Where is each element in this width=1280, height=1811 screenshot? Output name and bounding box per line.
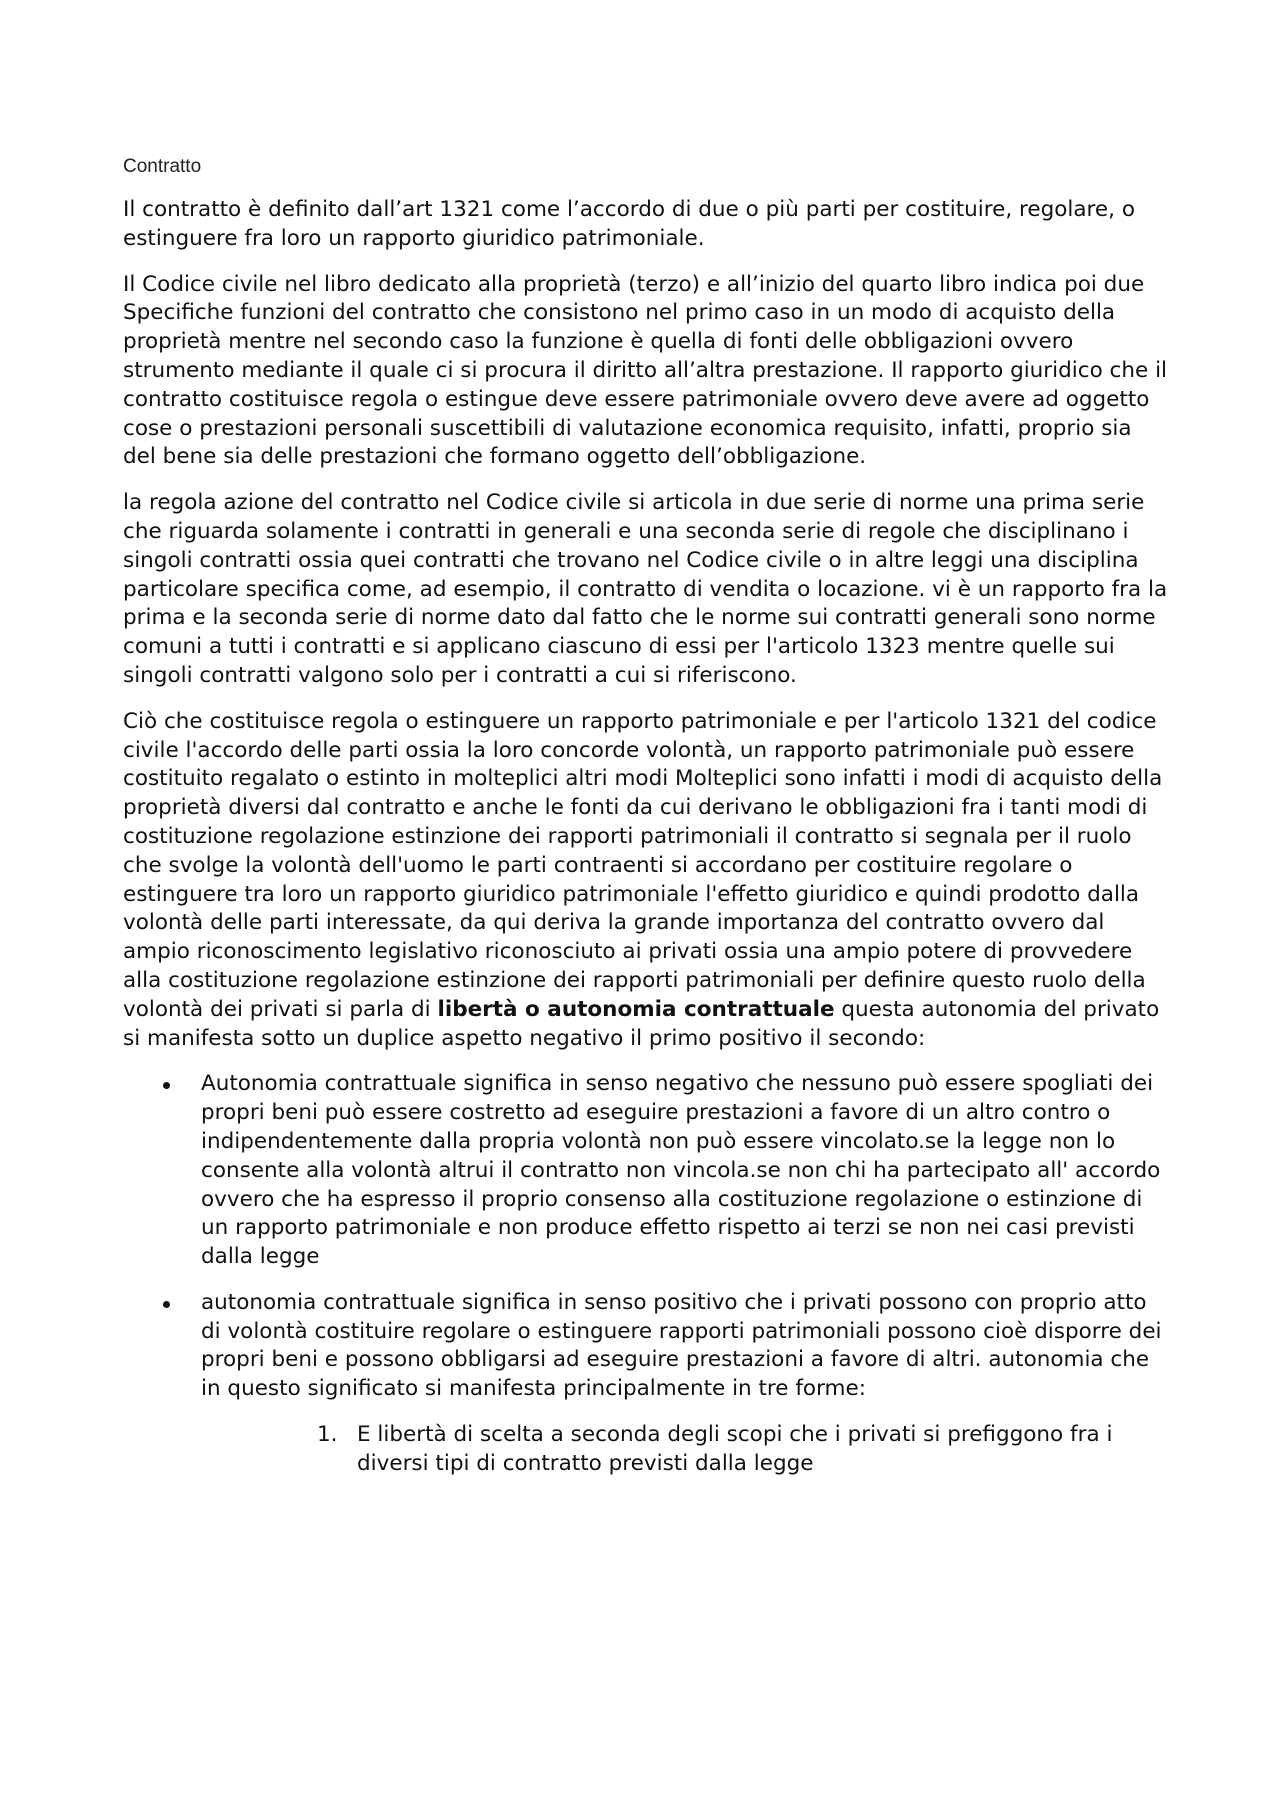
paragraph-definition: Il contratto è definito dall’art 1321 come l’accordo di due o più parti per costituire, regolare, o estinguere fra loro un rapporto giuridico patrimoniale. bbox=[123, 197, 1135, 251]
bullet-text: autonomia contrattuale significa in senso positivo che i privati possono con proprio atto di volontà costituire regolare o estinguere rapporti patrimoniali possono cioè disporre dei propri beni e possono obbligarsi ad eseguire prestazioni a favore di altri. autonomia che in questo significato si manifesta principalmente in tre forme: bbox=[201, 1289, 1162, 1402]
bullet-item-positive bbox=[123, 1289, 1168, 1479]
paragraph-regulation: la regola azione del contratto nel Codice civile si articola in due serie di norme una prima serie che riguarda solamente i contratti in generali e una seconda serie di regole che disciplinano i singoli contratti ossia quei contratti che trovano nel Codice civile o in altre leggi una disciplina particolare specifica come, ad esempio, il contratto di vendita o locazione. vi è un rapporto fra la prima e la seconda serie di norme dato dal fatto che le norme sui contratti generali sono norme comuni a tutti i contratti e si applicano ciascuno di essi per l'articolo 1323 mentre quelle sui singoli contratti valgono solo per i contratti a cui si riferiscono. bbox=[123, 490, 1168, 688]
bullet-dot-icon bbox=[163, 1301, 170, 1308]
document-title: Contratto bbox=[123, 156, 202, 177]
paragraph-autonomy bbox=[123, 708, 1168, 1054]
numbered-list bbox=[201, 1421, 1168, 1479]
paragraph-functions: Il Codice civile nel libro dedicato alla proprietà (terzo) e all’inizio del quarto libro indica poi due Specifiche funzioni del contratto che consistono nel primo caso in un modo di acquisto della proprietà mentre nel secondo caso la funzione è quella di fonti delle obbligazioni ovvero strumento mediante il quale ci si procura il diritto all’altra prestazione. Il rapporto giuridico che il contratto costituisce regola o estingue deve essere patrimoniale ovvero deve avere ad oggetto cose o prestazioni personali suscettibili di valutazione economica requisito, infatti, proprio sia del bene sia delle prestazioni che formano oggetto dell’obbligazione. bbox=[123, 271, 1168, 470]
paragraph-autonomy-text-before: Ciò che costituisce regola o estinguere un rapporto patrimoniale e per l'articolo 1321 del codice civile l'accordo delle parti ossia la loro concorde volontà, un rapporto patrimoniale può essere costituito regalato o estinto in molteplici altri modi Molteplici sono infatti i modi di acquisto della proprietà diversi dal contratto e anche le fonti da cui derivano le obbligazioni fra i tanti modi di costituzione regolazione estinzione dei rapporti patrimoniali il contratto si segnala per il ruolo che svolge la volontà dell'uomo le parti contraenti si accordano per costituire regolare o estinguere tra loro un rapporto giuridico patrimoniale l'effetto giuridico e quindi prodotto dalla volontà delle parti interessate, da qui deriva la grande importanza del contratto ovvero dal ampio riconoscimento legislativo riconosciuto ai privati ossia una ampio potere di provvedere alla costituzione regolazione estinzione dei rapporti patrimoniali per definire questo ruolo della volontà dei privati si parla di bbox=[123, 708, 1163, 1022]
bullet-item-negative bbox=[123, 1070, 1168, 1272]
bullet-text: Autonomia contrattuale significa in senso negativo che nessuno può essere spogliati dei propri beni può essere costretto ad eseguire prestazioni a favore di un altro contro o indipendentemente dalla propria volontà non può essere vincolato.se la legge non lo consente alla volontà altrui il contratto non vincola.se non chi ha partecipato all' accordo ovvero che ha espresso il proprio consenso alla costituzione regolazione o estinzione di un rapporto patrimoniale e non produce effetto rispetto ai terzi se non nei casi previsti dalla legge bbox=[201, 1071, 1161, 1270]
bullet-list bbox=[123, 1070, 1168, 1478]
bullet-dot-icon bbox=[163, 1082, 170, 1089]
numbered-text: E libertà di scelta a seconda degli scopi che i privati si prefiggono fra i diversi tipi di contratto previsti dalla legge bbox=[357, 1422, 1113, 1476]
numbered-marker: 1. bbox=[317, 1422, 338, 1448]
numbered-item bbox=[201, 1421, 1168, 1479]
document-body bbox=[123, 153, 1168, 1496]
bold-term-autonomy: libertà o autonomia contrattuale bbox=[437, 996, 835, 1022]
paragraph-autonomy-text-after: questa autonomia del privato si manifesta sotto un duplice aspetto negativo il primo positivo il secondo: bbox=[123, 996, 1160, 1051]
